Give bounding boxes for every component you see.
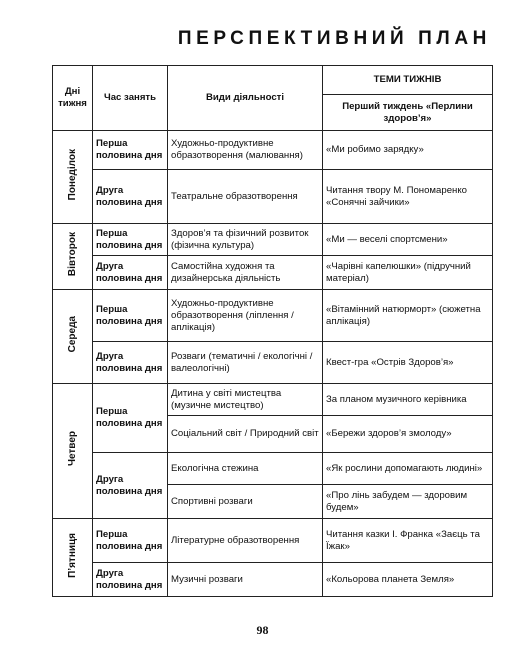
day-label: Середа [66,316,78,353]
table-row [53,342,493,384]
time-cell: Друга половина дня [93,453,168,519]
topic-cell: «Як рослини допомагають людині» [323,453,493,485]
topic-cell: «Вітамінний натюрморт» (сюжетна аплікація) [323,290,493,342]
table-row [53,453,493,485]
day-label: Вівторок [66,232,78,277]
header-activities: Види діяльності [168,66,323,131]
topic-cell: Читання твору М. Пономаренко «Сонячні зайчики» [323,170,493,224]
activity-cell: Екологічна стежина [168,453,323,485]
time-cell: Перша половина дня [93,224,168,256]
header-week: Перший тиждень «Перлини здоров’я» [323,95,493,131]
day-wednesday [53,290,93,384]
activity-cell: Розваги (тематичні / екологічні / валеологічні) [168,342,323,384]
activity-cell: Літературне образотворення [168,519,323,563]
activity-cell: Здоров’я та фізичний розвиток (фізична культура) [168,224,323,256]
activity-cell: Театральне образотворення [168,170,323,224]
topic-cell: «Про лінь забудем — здоровим будем» [323,485,493,519]
day-label: П’ятниця [66,533,78,578]
header-days: Дні тижня [53,66,93,131]
table-row [53,256,493,290]
time-cell: Перша половина дня [93,519,168,563]
topic-cell: За планом музичного керівника [323,384,493,416]
activity-cell: Соціальний світ / Природний світ [168,416,323,453]
day-thursday [53,384,93,519]
activity-cell: Спортивні розваги [168,485,323,519]
time-cell: Друга половина дня [93,342,168,384]
topic-cell: «Ми — веселі спортсмени» [323,224,493,256]
day-label: Четвер [66,431,78,467]
day-tuesday [53,224,93,290]
topic-cell: Читання казки І. Франка «Заєць та Їжак» [323,519,493,563]
topic-cell: «Бережи здоров’я змолоду» [323,416,493,453]
header-topics: ТЕМИ ТИЖНІВ [323,66,493,95]
table-row [53,519,493,563]
activity-cell: Самостійна художня та дизайнерська діяльність [168,256,323,290]
page-number: 98 [256,623,269,637]
topic-cell: Квест-гра «Острів Здоров’я» [323,342,493,384]
activity-cell: Музичні розваги [168,563,323,597]
day-friday [53,519,93,597]
topic-cell: «Ми робимо зарядку» [323,131,493,170]
time-cell: Друга половина дня [93,563,168,597]
page-title: ПЕРСПЕКТИВНИЙ ПЛАН [177,28,491,49]
table-row [53,290,493,342]
time-cell: Друга половина дня [93,170,168,224]
plan-table [52,65,493,597]
time-cell: Друга половина дня [93,256,168,290]
topic-cell: «Чарівні капелюшки» (підручний матеріал) [323,256,493,290]
activity-cell: Художньо-продуктивне образотворення (малювання) [168,131,323,170]
activity-cell: Дитина у світі мистецтва (музичне мистецтво) [168,384,323,416]
table-header-row [53,66,493,95]
header-time: Час занять [93,66,168,131]
table-row [53,384,493,416]
table-row [53,224,493,256]
time-cell: Перша половина дня [93,131,168,170]
time-cell: Перша половина дня [93,290,168,342]
topic-cell: «Кольорова планета Земля» [323,563,493,597]
activity-cell: Художньо-продуктивне образотворення (ліплення / аплікація) [168,290,323,342]
day-label: Понеділок [66,149,78,201]
table-row [53,170,493,224]
time-cell: Перша половина дня [93,384,168,453]
table-row [53,563,493,597]
table-row [53,131,493,170]
day-monday [53,131,93,224]
